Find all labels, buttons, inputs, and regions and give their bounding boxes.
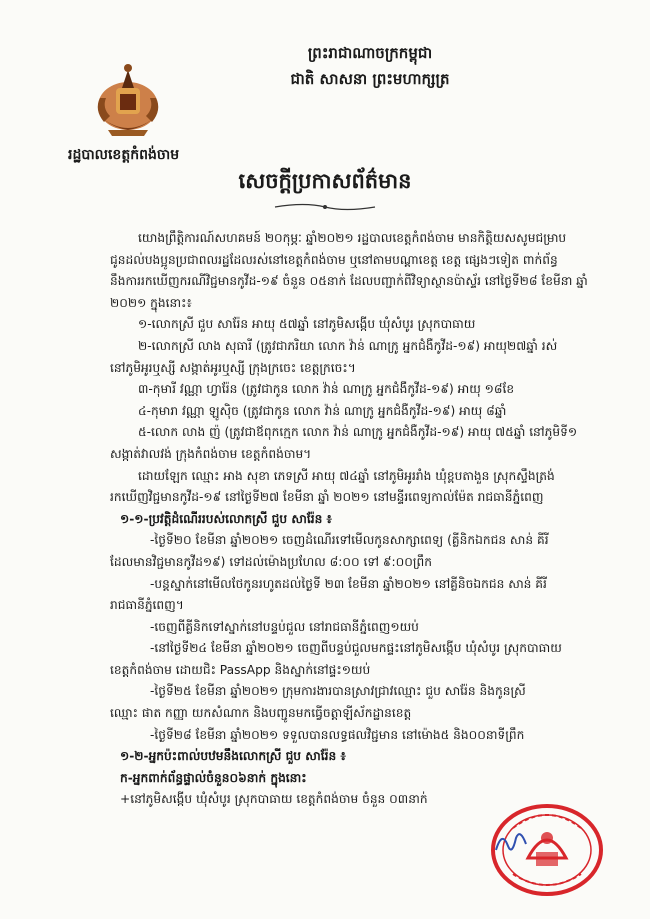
case-line: ១-លោកស្រី ជួប សារ៉ែន អាយុ ៥៧ឆ្នាំ នៅភូមិសង្កើប ឃុំសំបូរ ស្រុកបាធាយ (138, 317, 476, 332)
issuing-agency: រដ្ឋបាលខេត្តកំពង់ចាម (68, 147, 180, 163)
case-line: ២-លោកស្រី លាង សុធារី (ត្រូវជាភរិយា លោក វ៉ាន់ ណាក្រូ អ្នកជំងឺកូវីដ-១៩) អាយុ២៧ឆ្នាំ រស់ (138, 338, 558, 353)
document-body (110, 228, 600, 811)
cambodia-coat-of-arms-icon (92, 58, 164, 138)
travel-history-line: -នៅថ្ងៃទី២៤ ខែមីនា ឆ្នាំ២០២១ ចេញពីបន្ទប់ជួលមកផ្ទះនៅភូមិសង្កើប ឃុំសំបូរ ស្រុកបាធាយ (150, 641, 562, 656)
note-line: ដោយឡែក ឈ្មោះ អាង សុខា ភេទស្រី អាយុ ៧៤ឆ្នាំ នៅភូមិអូររាំង ឃុំខ្ពបតាងួន ស្រុកស្ទឹងត្រង់ (138, 468, 555, 483)
kingdom-line-1: ព្រះរាជាណាចក្រកម្ពុជា (307, 44, 433, 62)
intro-line: នឹងការរកឃើញករណីវិជ្ជមានកូវីដ-១៩ ចំនួន ០៥នាក់ ដែលបញ្ជាក់ពីវិទ្យាស្ថានប៉ាស្ទ័រ នៅថ្ងៃទី២៨ ខែមីនា ឆ្នាំ (110, 274, 588, 289)
kingdom-motto (230, 40, 510, 92)
travel-history-line: -ថ្ងៃទី២០ ខែមីនា ឆ្នាំ២០២១ ចេញដំណើរទៅមើលកូនសាក្សាពេទ្យ (គ្លីនិកឯកជន សាន់ គីរី (150, 533, 549, 548)
travel-history-line: -បន្តស្នាក់នៅមើលថែកូនរហូតដល់ថ្ងៃទី ២៣ ខែមីនា ឆ្នាំ២០២១ នៅគ្លីនិចឯកជន សាន់ គីរី (150, 576, 547, 591)
contacts-subheading: ក-អ្នកពាក់ព័ន្ធផ្ទាល់ចំនួន០៦នាក់ ក្នុងនោះ (120, 770, 307, 785)
case-line: សង្កាត់វាលវង់ ក្រុងកំពង់ចាម ខេត្តកំពង់ចាម។ (110, 446, 312, 461)
case-line: ៤-កុមារា វណ្ណា ឡូស៊ិច (ត្រូវជាកូន លោក វ៉ាន់ ណាក្រូ អ្នកជំងឺកូវីដ-១៩) អាយុ ៨ឆ្នាំ (138, 403, 507, 418)
travel-history-line: -ថ្ងៃទី២៥ ខែមីនា ឆ្នាំ២០២១ ក្រុមការងារបានស្រាវជ្រាវឈ្មោះ ជួប សារ៉ែន និងកូនស្រី (150, 684, 526, 699)
case-line: ៥-លោក លាង ញ៉ (ត្រូវជាឪពុកក្មេក លោក វ៉ាន់ ណាក្រូ អ្នកជំងឺកូវីដ-១៩) អាយុ ៧៥ឆ្នាំ នៅភូមិទី១ (138, 425, 578, 440)
travel-history-line: ឈ្មោះ ផាត កញ្ញា យកសំណាក និងបញ្ជូនមកធ្វើចត្តាឡីស័កដ្ឋានខេត្ត (110, 706, 412, 721)
intro-line: ជូនដល់បងប្អូនប្រជាពលរដ្ឋដែលរស់នៅខេត្តកំពង់ចាម ឬនៅតាមបណ្តាខេត្ត ខេត្ត ផ្សេងៗទៀត ពាក់ព័ន្ធ (110, 252, 558, 267)
kingdom-line-2: ជាតិ សាសនា ព្រះមហាក្សត្រ (290, 70, 450, 88)
travel-history-line: ដែលមានវិជ្ជមានកូវីដ១៩) ទៅដល់ម៉ោងប្រហែល ៨:០០ ទៅ ៩:០០ព្រឹក (110, 554, 432, 569)
travel-history-line: -ចេញពីគ្លីនិកទៅស្នាក់នៅបន្ទប់ជួល នៅរាជធានីភ្នំពេញ១យប់ (150, 619, 419, 634)
document-title: សេចក្តីប្រកាសព័ត៌មាន (238, 169, 412, 193)
case-line: នៅភូមិអូរឬស្សី សង្កាត់អូរឬស្សី ក្រុងក្រចេះ ខេត្តក្រចេះ។ (110, 360, 356, 375)
section-heading-travel-history: ១-១-ប្រវត្តិដំណើររបស់លោកស្រី ជួប សារ៉ែន ៖ (120, 511, 332, 526)
travel-history-line: រាជធានីភ្នំពេញ។ (110, 598, 184, 613)
title-ornament-icon (265, 200, 385, 214)
contacts-line: +នៅភូមិសង្កើប ឃុំសំបូរ ស្រុកបាធាយ ខេត្តកំពង់ចាម ចំនួន ០៣នាក់ (120, 792, 428, 807)
handwritten-signature-icon (492, 826, 532, 858)
intro-line: ២០២១ ក្នុងនោះ៖ (110, 295, 192, 310)
case-line: ៣-កុមារី វណ្ណា ហ្វារ៉ែន (ត្រូវជាកូន លោក វ៉ាន់ ណាក្រូ អ្នកជំងឺកូវីដ-១៩) អាយុ ១៨ខែ (138, 382, 515, 397)
intro-line: យោងព្រឹត្តិការណ៍សហគមន៍ ២០កុម្ភៈ ឆ្នាំ២០២១ រដ្ឋបាលខេត្តកំពង់ចាម មានកិត្តិយសសូមជម្រាប (138, 231, 567, 245)
note-line: រកឃើញវិជ្ជមានកូវីដ-១៩ នៅថ្ងៃទី២៧ ខែមីនា ឆ្នាំ ២០២១ នៅមន្ទីរពេទ្យកាល់ម៉ែត រាជធានីភ្នំពេញ (110, 490, 544, 505)
section-heading-contacts: ១-២-អ្នកប៉ះពាល់បឋមនឹងលោកស្រី ជួប សារ៉ែន ៖ (120, 749, 346, 764)
travel-history-line: ខេត្តកំពង់ចាម ដោយជិះ PassApp និងស្នាក់នៅផ្ទះ១យប់ (110, 662, 371, 677)
travel-history-line: -ថ្ងៃទី២៨ ខែមីនា ឆ្នាំ២០២១ ទទួលបានលទ្ធផលវិជ្ជមាន នៅម៉ោង៥ និង០០នាទីព្រឹក (150, 727, 525, 742)
